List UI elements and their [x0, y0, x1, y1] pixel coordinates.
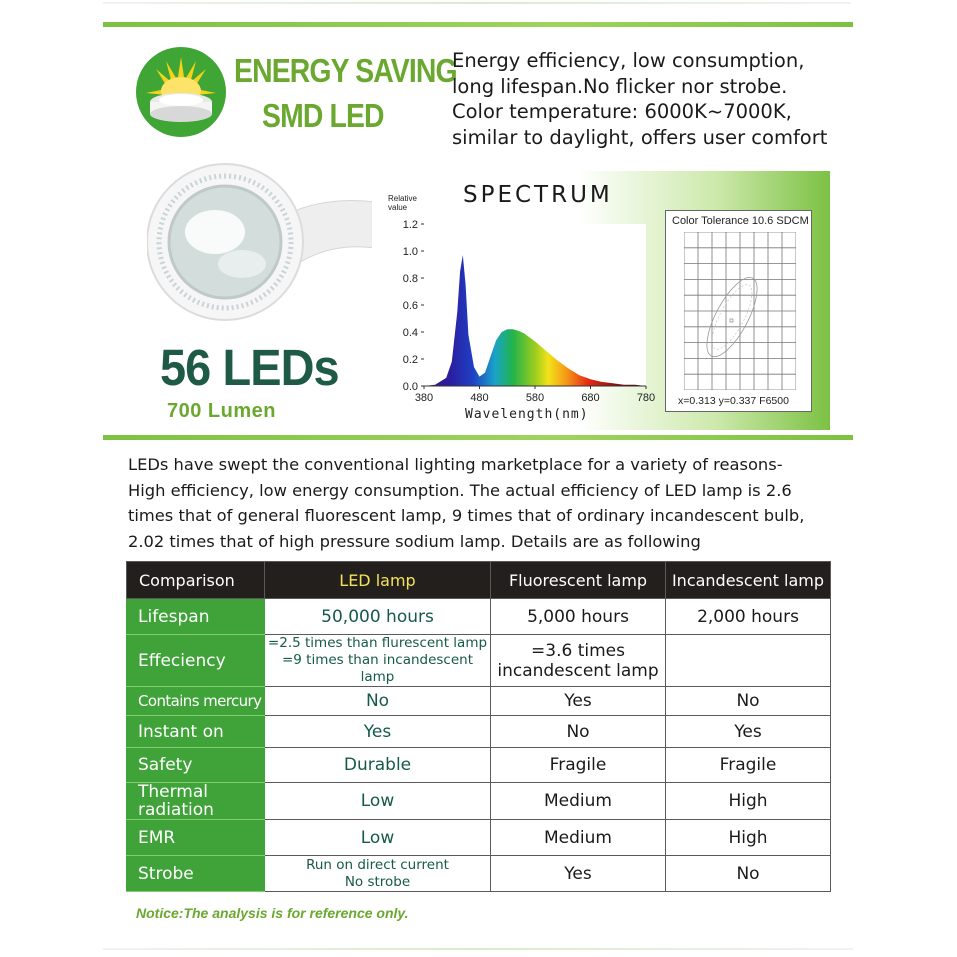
fluorescent-value: Fragile	[491, 748, 666, 783]
row-label: EMR	[127, 820, 265, 856]
incandescent-value: No	[666, 856, 831, 892]
magnifier-lamp-image	[147, 156, 375, 332]
led-value	[265, 635, 491, 687]
incandescent-value: No	[666, 687, 831, 716]
y-tick-label: 0.4	[402, 327, 418, 339]
row-label: Lifespan	[127, 599, 265, 635]
lumen-rating: 700 Lumen	[167, 400, 276, 422]
spectrum-title: SPECTRUM	[463, 182, 613, 208]
header-incandescent-lamp: Incandescent lamp	[666, 562, 831, 599]
led-value: Low	[265, 783, 491, 820]
led-value-line: =2.5 times than flurescent lamp	[267, 635, 488, 651]
fluorescent-value: Yes	[491, 856, 666, 892]
header-divider	[103, 22, 853, 27]
incandescent-value: High	[666, 820, 831, 856]
y-tick-label: 1.2	[402, 219, 418, 231]
fluorescent-value	[491, 635, 666, 687]
header-fluorescent-lamp: Fluorescent lamp	[491, 562, 666, 599]
intro-line: times that of general fluorescent lamp, 9 times that of ordinary incandescent bulb,	[128, 506, 805, 525]
spectrum-chart	[380, 210, 660, 406]
fluorescent-value-line: =3.6 times	[531, 640, 625, 661]
x-tick-label: 780	[636, 392, 656, 404]
feature-description	[452, 48, 832, 150]
fluorescent-value: No	[491, 716, 666, 748]
header-comparison: Comparison	[127, 562, 265, 599]
row-label	[127, 783, 265, 820]
title-smd-led: SMD LED	[262, 97, 384, 134]
y-axis-label-line: Relative	[388, 194, 417, 203]
table-row	[127, 783, 831, 820]
fluorescent-value: Yes	[491, 687, 666, 716]
bottom-divider	[103, 948, 853, 950]
intro-line: 2.02 times that of high pressure sodium lamp. Details are as following	[128, 531, 701, 551]
row-label-line: Thermal	[138, 782, 209, 802]
intro-paragraph	[128, 452, 848, 554]
fluorescent-value: 5,000 hours	[491, 599, 666, 635]
tolerance-ellipse-inner	[705, 280, 760, 355]
table-row	[127, 599, 831, 635]
y-tick-label: 1.0	[402, 246, 418, 258]
x-tick-label: 680	[581, 392, 600, 404]
header-led-lamp: LED lamp	[265, 562, 491, 599]
led-value-line: =9 times than incandescent lamp	[281, 652, 474, 685]
fluorescent-value-line: incandescent lamp	[497, 660, 659, 681]
table-row	[127, 748, 831, 783]
comparison-table	[126, 561, 831, 892]
led-value	[265, 856, 491, 892]
row-label: Contains mercury	[127, 687, 265, 716]
intro-line: High efficiency, low energy consumption. The actual efficiency of LED lamp is 2.6	[128, 480, 792, 500]
x-tick-label: 580	[525, 392, 545, 404]
led-value: Yes	[265, 716, 491, 748]
row-label: Instant on	[127, 716, 265, 748]
led-value: Durable	[265, 748, 491, 783]
row-label-line: radiation	[138, 800, 214, 820]
section-divider	[103, 435, 853, 440]
fluorescent-value: Medium	[491, 783, 666, 820]
led-value-line: No strobe	[344, 873, 411, 890]
desc-line: Energy efficiency, low consumption,	[452, 49, 805, 72]
reference-notice: Notice:The analysis is for reference only.	[136, 905, 409, 921]
table-row	[127, 820, 831, 856]
table-row	[127, 856, 831, 892]
table-row	[127, 687, 831, 716]
x-tick-label: 480	[470, 392, 489, 404]
fluorescent-value: Medium	[491, 820, 666, 856]
y-tick-label: 0.8	[402, 273, 418, 285]
incandescent-value: Yes	[666, 716, 831, 748]
color-tolerance-title: Color Tolerance 10.6 SDCM	[672, 215, 809, 227]
desc-line: similar to daylight, offers user comfort	[452, 125, 828, 149]
row-label: Safety	[127, 748, 265, 783]
row-label: Effeciency	[127, 635, 265, 687]
x-tick-label: 380	[414, 392, 434, 404]
desc-line: long lifespan.No flicker nor strobe.	[452, 74, 788, 98]
y-tick-label: 0.0	[402, 381, 418, 393]
x-axis-label: Wavelength(nm)	[465, 407, 589, 422]
incandescent-value: 2,000 hours	[666, 599, 831, 635]
measured-point	[730, 319, 733, 322]
title-energy-saving: ENERGY SAVING	[234, 52, 457, 89]
chromaticity-grid	[684, 232, 796, 390]
incandescent-value: High	[666, 783, 831, 820]
chromaticity-coordinates: x=0.313 y=0.337 F6500	[678, 395, 789, 407]
y-tick-label: 0.6	[402, 300, 418, 312]
led-value-line: Run on direct current	[306, 856, 449, 873]
intro-line: LEDs have swept the conventional lighting marketplace for a variety of reasons-	[128, 455, 783, 474]
table-row	[127, 716, 831, 748]
energy-saving-sun-logo	[136, 47, 226, 137]
led-value: Low	[265, 820, 491, 856]
y-axis-label-line: value	[388, 203, 408, 212]
desc-line: Color temperature: 6000K~7000K,	[452, 100, 792, 123]
row-label: Strobe	[127, 856, 265, 892]
table-header-row	[127, 562, 831, 599]
led-value: No	[265, 687, 491, 716]
top-divider	[103, 2, 851, 4]
table-row	[127, 635, 831, 687]
y-tick-label: 0.2	[402, 354, 418, 366]
incandescent-value	[666, 635, 831, 687]
led-value: 50,000 hours	[265, 599, 491, 635]
tolerance-ellipse	[697, 271, 767, 364]
led-count: 56 LEDs	[160, 339, 339, 396]
incandescent-value: Fragile	[666, 748, 831, 783]
